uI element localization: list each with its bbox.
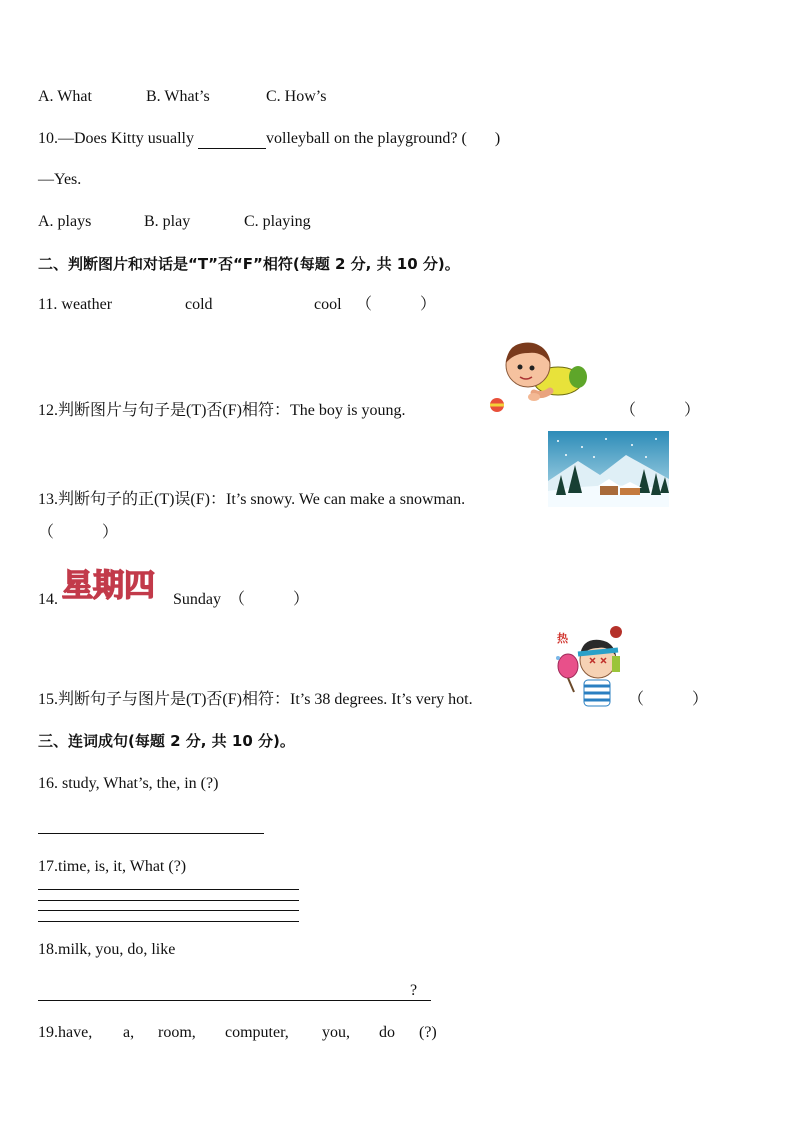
section-2-title: 二、判断图片和对话是“T”否“F”相符(每题 2 分, 共 10 分)。 <box>38 255 460 273</box>
q12-answer-bracket[interactable]: （ ） <box>620 402 701 419</box>
q10-reply: —Yes. <box>38 171 82 188</box>
q18-question-mark: ? <box>410 982 418 999</box>
q19-word-7: (?) <box>419 1024 437 1041</box>
q9-option-a: A. What <box>38 88 92 105</box>
q9-option-b: B. What’s <box>146 88 210 105</box>
q15-text: 15.判断句子与图片是(T)否(F)相符：It’s 38 degrees. It’s very hot. <box>38 691 473 708</box>
q14-label: 14. <box>38 591 58 608</box>
q13-answer-bracket[interactable]: （ ） <box>38 524 119 541</box>
q11-label: 11. weather <box>38 296 113 313</box>
q17-answer-line-2[interactable] <box>38 900 299 901</box>
q18-answer-line[interactable] <box>38 1000 431 1001</box>
q19-word-2: a, <box>123 1024 135 1041</box>
q10-option-a: A. plays <box>38 213 92 230</box>
q12 <box>38 401 701 421</box>
q17-answer-line-1[interactable] <box>38 889 299 890</box>
q10-question <box>38 129 500 149</box>
q10-option-c: C. playing <box>244 213 311 230</box>
q13-text: 13.判断句子的正(T)误(F)：It’s snowy. We can make a snowman. <box>38 491 466 508</box>
hot-girl-with-fan-picture <box>552 624 622 708</box>
q19-word-3: room, <box>158 1024 196 1041</box>
q10-option-b: B. play <box>144 213 191 230</box>
q18-text: 18.milk, you, do, like <box>38 941 176 958</box>
q10-prefix: 10.—Does Kitty usually <box>38 130 198 147</box>
q11-answer-bracket[interactable]: （ ） <box>356 296 437 313</box>
q10-blank[interactable] <box>198 132 266 149</box>
section-3-title: 三、连词成句(每题 2 分, 共 10 分)。 <box>38 732 295 750</box>
snowy-landscape-picture <box>548 431 669 507</box>
hot-chinese-text: 热 <box>557 632 568 645</box>
q15-answer-bracket[interactable]: （ ） <box>628 691 709 708</box>
q12-text: 12.判断图片与句子是(T)否(F)相符：The boy is young. <box>38 402 406 419</box>
q16-text: 16. study, What’s, the, in (?) <box>38 775 219 792</box>
q16-answer-line[interactable] <box>38 833 264 834</box>
q15 <box>38 690 709 710</box>
q14-word: Sunday <box>173 591 221 608</box>
q17-answer-line-4[interactable] <box>38 921 299 922</box>
q17-answer-line-3[interactable] <box>38 910 299 911</box>
q10-close: ) <box>494 130 501 147</box>
q10-suffix: volleyball on the playground? ( <box>266 130 467 147</box>
q11-word-cold: cold <box>185 296 213 313</box>
q17-text: 17.time, is, it, What (?) <box>38 858 187 875</box>
q14 <box>38 590 58 610</box>
baby-crawling-picture <box>484 337 590 417</box>
q19-word-1: 19.have, <box>38 1024 93 1041</box>
q14-word-and-bracket <box>173 590 309 610</box>
q19-word-4: computer, <box>225 1024 289 1041</box>
q11-word-cool: cool <box>314 296 342 313</box>
thursday-chinese-picture <box>62 562 166 604</box>
q19-word-6: do <box>379 1024 395 1041</box>
thursday-chinese-text: 星期四 <box>62 568 155 604</box>
q9-option-c: C. How’s <box>266 88 327 105</box>
q14-answer-bracket[interactable]: （ ） <box>229 591 310 608</box>
q19-word-5: you, <box>322 1024 350 1041</box>
